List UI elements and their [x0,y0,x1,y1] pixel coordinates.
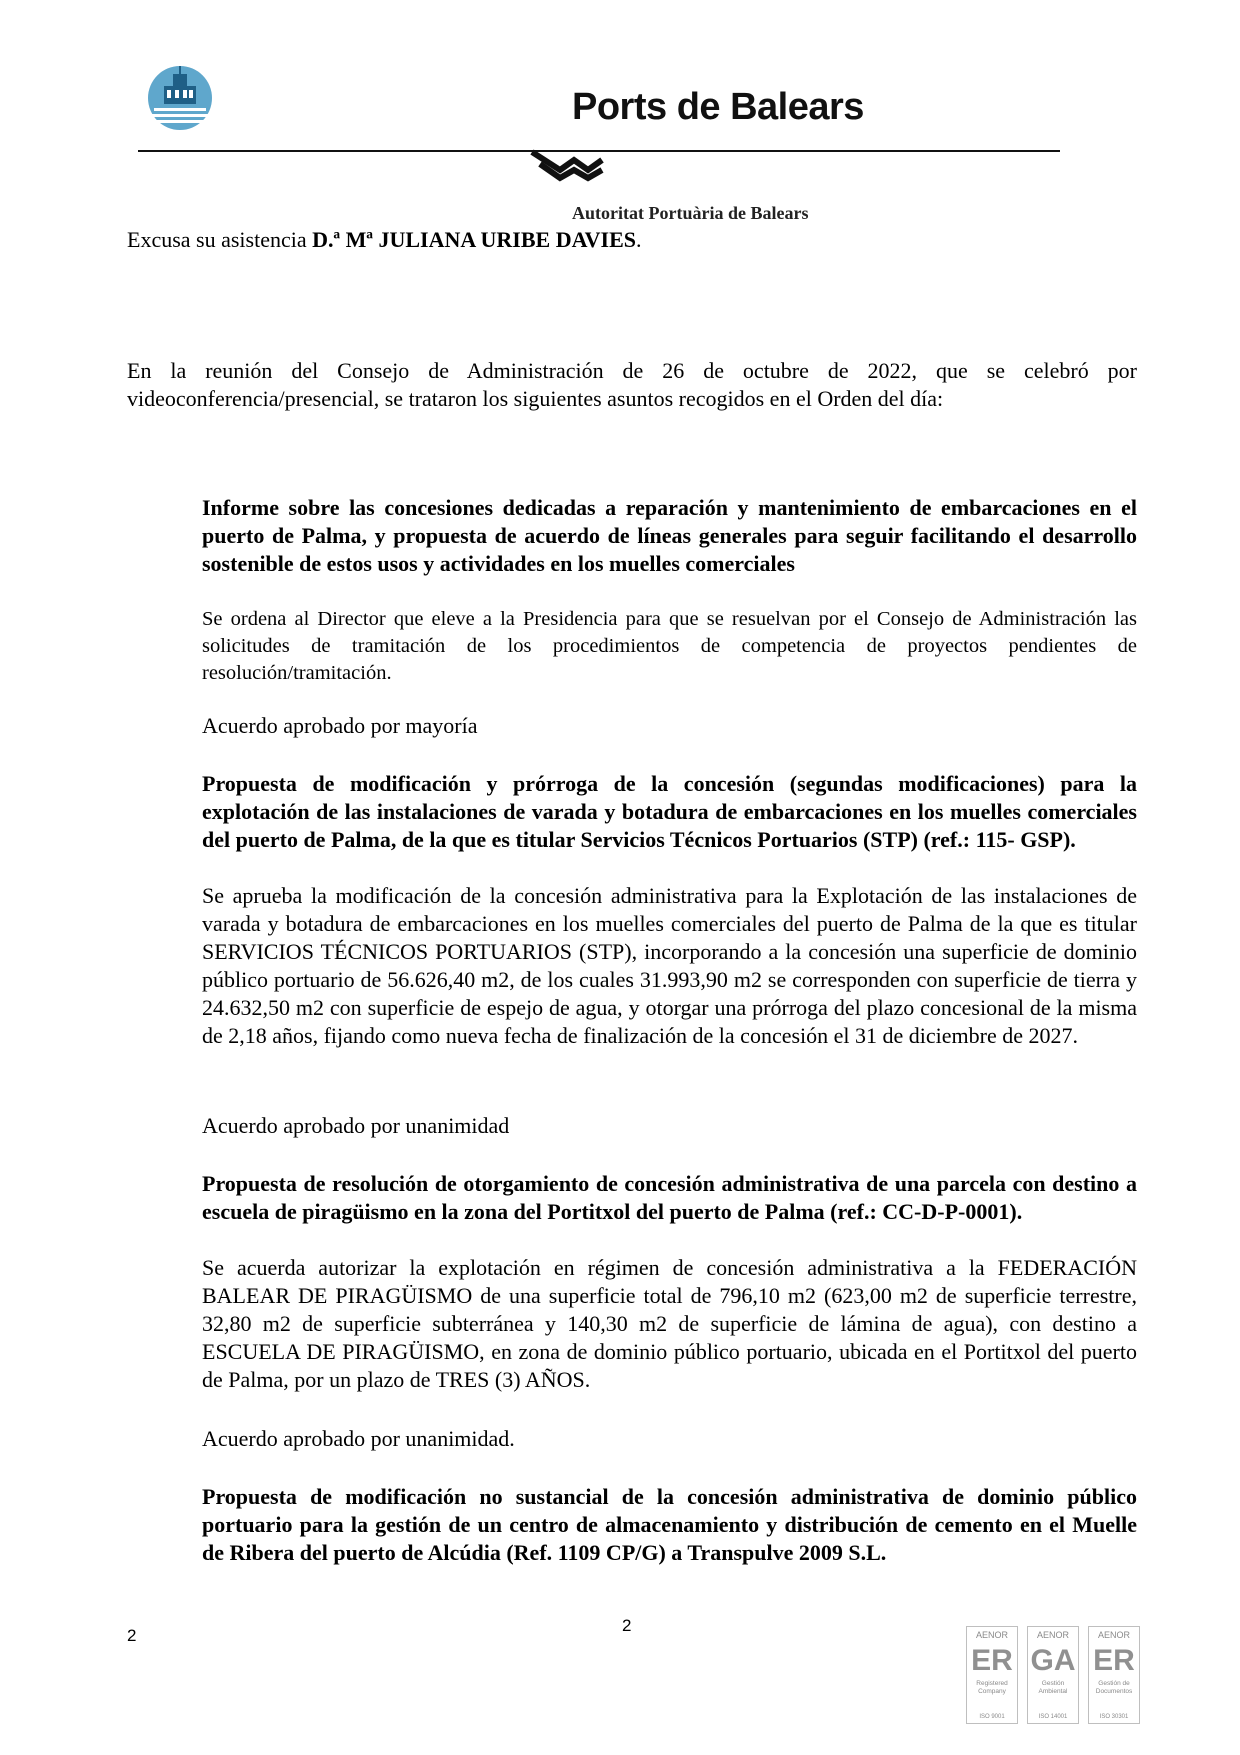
excuse-prefix: Excusa su asistencia [127,227,313,252]
agenda-item-title: Propuesta de modificación y prórroga de la concesión (segundas modificaciones) para la explotación de las instalaciones de varada y botadura de embarcaciones en los muelles comerciales del puerto de Palma, de la que es titular Servicios Técnicos Portuarios (STP) (ref.: 115- GSP). [202,771,1137,852]
excuse-suffix: . [636,227,642,252]
waves-emblem-icon [530,144,610,186]
excuse-line [127,226,1137,254]
agenda-item-title: Propuesta de modificación no sustancial de la concesión administrativa de dominio público portuario para la gestión de un centro de almacenamiento y distribución de cemento en el Muelle de Ribera del puerto de Alcúdia (Ref. 1109 CP/G) a Transpulve 2009 S.L. [202,1484,1137,1565]
cert-caption: Registered Company [976,1680,1008,1695]
agenda-item-result: Acuerdo aprobado por mayoría [202,713,478,738]
agenda-item-title: Informe sobre las concesiones dedicadas a reparación y mantenimiento de embarcaciones en el puerto de Palma, y propuesta de acuerdo de líneas generales para seguir facilitando el desarrollo sostenible de estos usos y actividades en los muelles comerciales [202,495,1137,576]
excused-member: D.ª Mª JULIANA URIBE DAVIES [312,227,637,252]
agenda-item-title: Propuesta de resolución de otorgamiento de concesión administrativa de una parcela con destino a escuela de piragüismo en la zona del Portitxol del puerto de Palma (ref.: CC-D-P-0001). [202,1171,1137,1224]
cert-iso: ISO 9001 [979,1714,1005,1720]
ports-de-balears-logo [140,62,220,132]
agenda-item-result: Acuerdo aprobado por unanimidad. [202,1426,515,1451]
cert-mark: ER [1093,1644,1135,1677]
authority-name: Autoritat Portuària de Balears [572,203,809,223]
cert-iso: ISO 14001 [1038,1714,1068,1720]
cert-mark: GA [1030,1644,1076,1677]
cert-caption: Gestión de Documentos [1095,1680,1133,1695]
cert-iso: ISO 30301 [1099,1714,1129,1720]
page-number-center: 2 [622,1616,632,1635]
agenda-item-result: Acuerdo aprobado por unanimidad [202,1113,510,1138]
agenda-item-body: Se acuerda autorizar la explotación en régimen de concesión administrativa a la FEDERACIÓN BALEAR DE PIRAGÜISMO de una superficie total de 796,10 m2 (623,00 m2 de superficie terrestre, 32,80 m2 de superficie subterránea y 140,30 m2 de superficie de lámina de agua), con destino a ESCUELA DE PIRAGÜISMO, en zona de dominio público portuario, ubicada en el Portitxol del puerto de Palma, por un plazo de TRES (3) AÑOS. [202,1255,1137,1392]
cert-org: AENOR [1097,1630,1130,1640]
cert-mark: ER [971,1644,1013,1677]
cert-org: AENOR [975,1630,1008,1640]
certification-badges [966,1626,1140,1724]
aenor-er-badge [966,1626,1018,1724]
aenor-er-documentos-badge [1088,1626,1140,1724]
aenor-ga-badge [1027,1626,1079,1724]
intro-paragraph: En la reunión del Consejo de Administración de 26 de octubre de 2022, que se celebró por videoconferencia/presencial, se trataron los siguientes asuntos recogidos en el Orden del día: [127,358,1137,411]
page-number-left: 2 [127,1626,137,1645]
agenda-item-body: Se aprueba la modificación de la concesión administrativa para la Explotación de las instalaciones de varada y botadura de embarcaciones en los muelles comerciales del puerto de Palma de la que es titular SERVICIOS TÉCNICOS PORTUARIOS (STP), incorporando a la concesión una superficie de dominio público portuario de 56.626,40 m2, de los cuales 31.993,90 m2 se corresponden con superficie de tierra y 24.632,50 m2 con superficie de espejo de agua, y otorgar una prórroga del plazo concesional de la misma de 2,18 años, fijando como nueva fecha de finalización de la concesión el 31 de diciembre de 2027. [202,883,1137,1048]
brand-name: Ports de Balears [572,86,864,128]
cert-org: AENOR [1036,1630,1069,1640]
cert-caption: Gestión Ambiental [1038,1680,1068,1695]
agenda-item-body: Se ordena al Director que eleve a la Presidencia para que se resuelvan por el Consejo de Administración las solicitudes de tramitación de los procedimientos de competencia de proyectos pendientes de resolución/tramitación. [202,608,1137,684]
